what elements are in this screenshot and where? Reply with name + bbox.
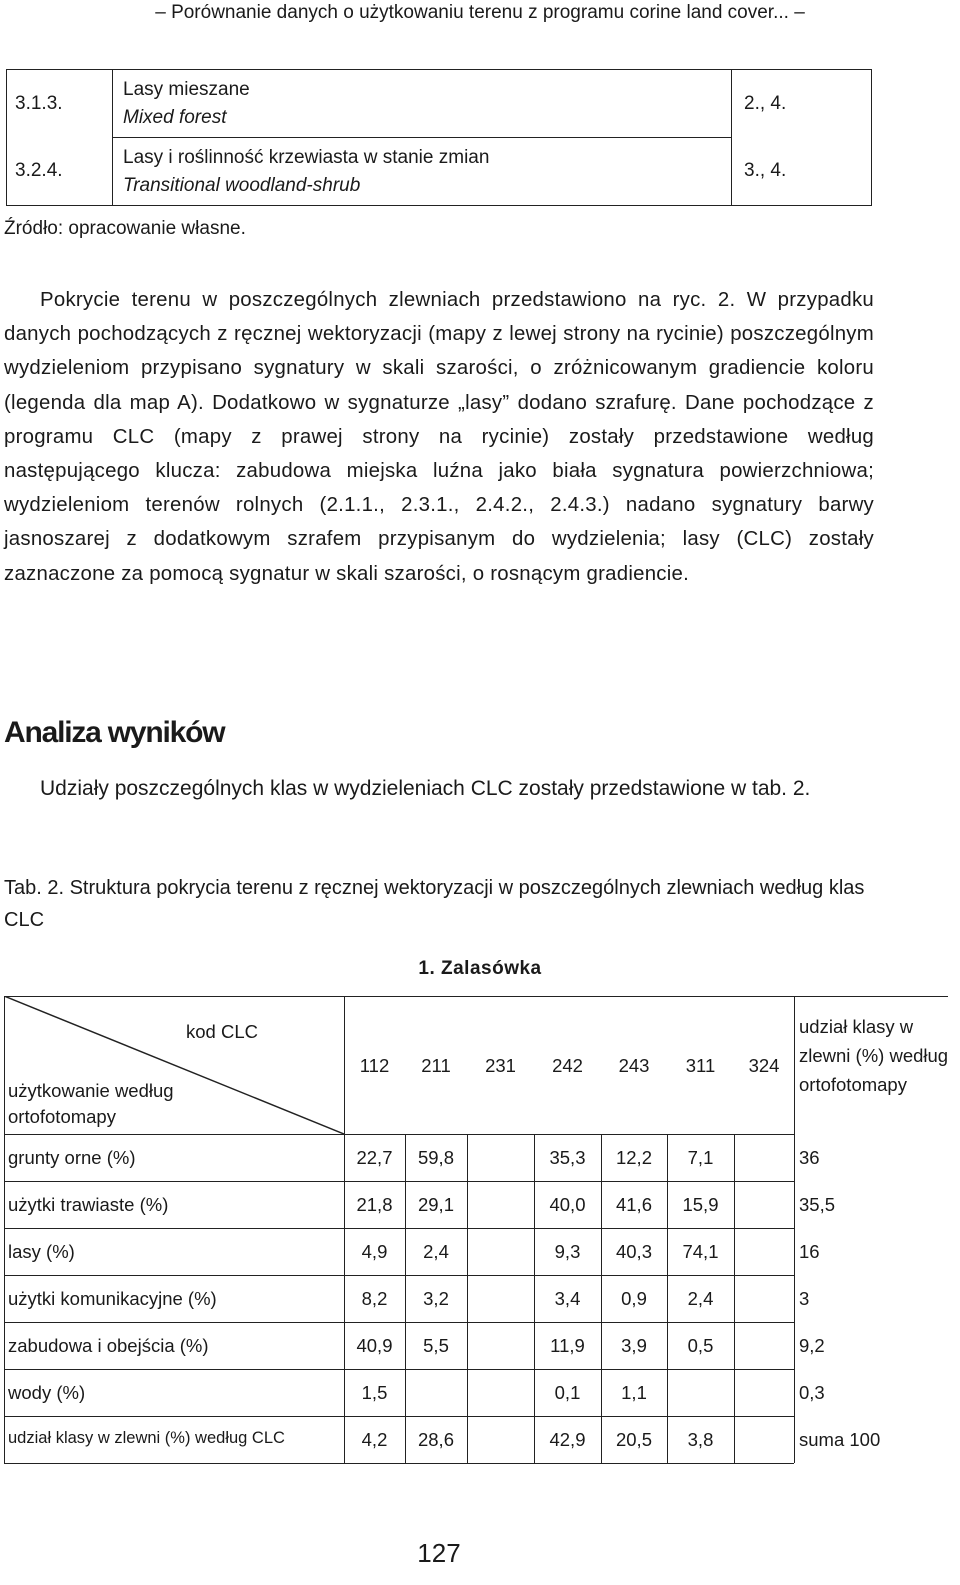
table-cell: 11,9 (550, 1335, 585, 1356)
table-cell: 4,2 (361, 1429, 388, 1450)
clc-code-header: 311 (685, 1055, 716, 1076)
table-cell: 12,2 (615, 1147, 652, 1168)
share-cell: 16 (799, 1241, 820, 1262)
table-cell: 0,9 (621, 1288, 647, 1309)
table-cell: 40,9 (356, 1335, 393, 1356)
grid-line (4, 996, 5, 1463)
share-cell: suma 100 (799, 1429, 881, 1450)
table-cell: 20,5 (615, 1429, 652, 1450)
grid-line (4, 1228, 794, 1229)
header-code-label: kod CLC (186, 1021, 258, 1042)
table-row (7, 70, 872, 138)
table-cell: 3,9 (621, 1335, 647, 1356)
row-label: udział klasy w zlewni (%) według CLC (8, 1429, 285, 1447)
table-cell: 7,1 (687, 1147, 714, 1168)
grid-line (734, 1134, 735, 1463)
grid-line (4, 996, 948, 997)
table-cell: 1,5 (361, 1382, 388, 1403)
table-cell: 15,9 (682, 1194, 719, 1215)
class-code: 3.2.4. (7, 138, 113, 206)
table-cell: 3,4 (554, 1288, 581, 1309)
page-number: 127 (417, 1538, 461, 1568)
table-cell: 40,0 (549, 1194, 586, 1215)
table-caption: Tab. 2. Struktura pokrycia terenu z ręcznej wektoryzacji w poszczególnych zlewniach według klas CLC (4, 877, 865, 931)
table-subtitle: 1. Zalasówka (418, 958, 542, 979)
paragraph-text: Pokrycie terenu w poszczególnych zlewniach przedstawiono na ryc. 2. W przypadku danych pochodzących z ręcznej wektoryzacji (mapy z lewej strony na rycinie) poszczególnym wydzieleniom przypisano sygnatury w skali szarości, o zróżnicowanym gradiencie koloru (legenda dla map A). Dodatkowo w sygnaturze „lasy” dodano szrafurę. Dane pochodzące z programu CLC (mapy z prawej strony na rycinie) zostały przedstawione według następującego klucza: zabudowa miejska luźna jako biała sygnatura powierzchniowa; wydzieleniom terenów rolnych (2.1.1., 2.3.1., 2.4.2., 2.4.3.) nadano sygnatury barwy jasnoszarej z dodatkowym szrafem przypisanym do wydzielenia; lasy (CLC) zostały zaznaczone za pomocą sygnatur w skali szarości, o rosnącym gradiencie. (4, 289, 874, 585)
grid-line (467, 1134, 468, 1463)
header-use-label: użytkowanie według ortofotomapy (8, 1080, 174, 1127)
table-cell: 35,3 (549, 1147, 586, 1168)
clc-classes-table (6, 69, 872, 206)
share-cell: 35,5 (799, 1194, 836, 1215)
clc-code-header: 243 (618, 1055, 650, 1076)
grid-line (4, 1322, 794, 1323)
table-cell: 28,6 (417, 1429, 454, 1450)
paragraph-text: Udziały poszczególnych klas w wydzieleniach CLC zostały przedstawione w tab. 2. (40, 777, 811, 800)
table-cell: 1,1 (621, 1382, 647, 1403)
class-name-en: Mixed forest (123, 107, 227, 128)
table-cell: 5,5 (423, 1335, 449, 1356)
paragraph-indent (4, 777, 40, 800)
clc-code-header: 211 (421, 1055, 451, 1076)
table-cell: 0,5 (687, 1335, 714, 1356)
table-cell: 3,2 (423, 1288, 449, 1309)
class-code: 3.1.3. (7, 70, 113, 138)
row-label: zabudowa i obejścia (%) (8, 1335, 209, 1356)
grid-line (4, 1134, 794, 1135)
class-name-en: Transitional woodland-shrub (123, 174, 361, 196)
table-cell: 2,4 (687, 1288, 714, 1309)
table-cell: 0,1 (554, 1382, 581, 1403)
table-cell: 9,3 (554, 1241, 581, 1262)
row-label: wody (%) (8, 1382, 86, 1403)
header-share-label: udział klasy w zlewni (%) według ortofotomapy (799, 1016, 949, 1095)
row-label: grunty orne (%) (8, 1147, 136, 1168)
table-cell: 74,1 (682, 1241, 719, 1262)
clc-code-header: 112 (359, 1055, 390, 1076)
table-cell: 59,8 (417, 1147, 454, 1168)
row-label: użytki komunikacyjne (%) (8, 1288, 217, 1309)
clc-code-header: 242 (552, 1055, 583, 1076)
share-cell: 9,2 (799, 1335, 825, 1356)
class-name (113, 138, 732, 206)
table-cell: 29,1 (417, 1194, 454, 1215)
table-cell: 40,3 (615, 1241, 652, 1262)
running-header: – Porównanie danych o użytkowaniu terenu z programu corine land cover... – (155, 2, 805, 23)
grid-line (794, 996, 795, 1463)
share-cell: 3 (799, 1288, 810, 1309)
clc-code-header: 231 (485, 1055, 516, 1076)
row-label: użytki trawiaste (%) (8, 1194, 169, 1215)
grid-line (4, 1181, 794, 1182)
table-cell: 8,2 (361, 1288, 388, 1309)
class-name-pl: Lasy mieszane (123, 79, 250, 100)
table-cell: 21,8 (356, 1194, 393, 1215)
grid-line (4, 1416, 794, 1417)
table-cell: 3,8 (687, 1429, 714, 1450)
table-cell: 41,6 (615, 1194, 652, 1215)
body-paragraph (4, 283, 874, 591)
row-label: lasy (%) (8, 1241, 75, 1262)
class-name-pl: Lasy i roślinność krzewiasta w stanie zmian (123, 146, 490, 168)
table-cell: 42,9 (549, 1429, 586, 1450)
class-name (113, 70, 732, 138)
table-cell: 4,9 (361, 1241, 388, 1262)
section-heading: Analiza wyników (4, 716, 225, 749)
table-cell: 22,7 (356, 1147, 393, 1168)
paragraph-indent (4, 289, 40, 311)
land-use-table (4, 996, 948, 1466)
table-cell: 2,4 (423, 1241, 449, 1262)
grid-line (4, 1369, 794, 1370)
table-row (7, 138, 872, 206)
class-source: 2., 4. (732, 70, 872, 138)
source-note: Źródło: opracowanie własne. (4, 218, 246, 239)
grid-line (4, 1463, 794, 1464)
grid-line (4, 1275, 794, 1276)
class-source: 3., 4. (732, 138, 872, 206)
share-cell: 36 (799, 1147, 820, 1168)
clc-code-header: 324 (748, 1055, 780, 1076)
share-cell: 0,3 (799, 1382, 825, 1403)
body-paragraph-2 (4, 772, 874, 806)
